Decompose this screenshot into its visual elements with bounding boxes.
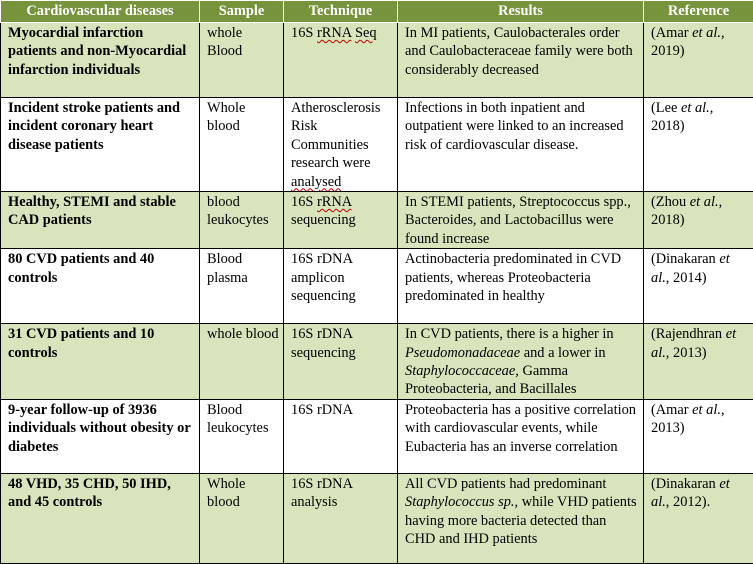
results-cell: Infections in both inpatient and outpatient were linked to an increased risk of cardiovascular disease. (398, 98, 644, 192)
technique-text: Seq (355, 25, 377, 41)
results-text: In CVD patients, there is a higher in (405, 326, 614, 342)
reference-cell (644, 324, 753, 400)
sample-cell: whole Blood (200, 23, 284, 98)
technique-text: 16S (291, 194, 317, 210)
ref-etal: et al. (651, 326, 736, 360)
results-cell (398, 324, 644, 400)
technique-cell (284, 192, 398, 249)
results-text: and a lower in (520, 345, 606, 361)
technique-text: 16S (291, 25, 317, 41)
table-row (1, 98, 753, 192)
disease-cell: 80 CVD patients and 40 controls (1, 249, 200, 324)
header-row (1, 1, 753, 23)
disease-cell: 9-year follow-up of 3936 individuals without obesity or diabetes (1, 399, 200, 473)
technique-cell (284, 23, 398, 98)
ref-year: , 2012). (666, 494, 710, 510)
reference-cell (644, 473, 753, 563)
ref-author: (Dinakaran (651, 251, 719, 267)
technique-text: rRNA (317, 25, 351, 41)
results-cell: In MI patients, Caulobacterales order and Caulobacteraceae family were both considerably decreased (398, 23, 644, 98)
sample-cell: Blood plasma (200, 249, 284, 324)
ref-author: (Rajendhran (651, 326, 726, 342)
disease-cell: 31 CVD patients and 10 controls (1, 324, 200, 400)
results-taxon: Pseudomonadaceae (405, 345, 520, 361)
technique-cell: 16S rDNA (284, 399, 398, 473)
ref-year: , 2019) (651, 25, 725, 59)
ref-author: (Amar (651, 402, 692, 418)
col-header-diseases: Cardiovascular diseases (1, 1, 200, 23)
sample-cell: Blood leukocytes (200, 399, 284, 473)
sample-cell: whole blood (200, 324, 284, 400)
ref-year: , 2013) (666, 345, 707, 361)
technique-cell: 16S rDNA analysis (284, 473, 398, 563)
table-row (1, 249, 753, 324)
ref-etal: et al. (692, 402, 721, 418)
ref-etal: et al. (690, 194, 719, 210)
disease-cell: Myocardial infarction patients and non-Myocardial infarction individuals (1, 23, 200, 98)
reference-cell (644, 249, 753, 324)
reference-cell (644, 23, 753, 98)
technique-text: Atherosclerosis Risk Communities research were (291, 100, 381, 171)
results-cell (398, 473, 644, 563)
results-cell: Actinobacteria predominated in CVD patients, whereas Proteobacteria predominated in healthy (398, 249, 644, 324)
results-taxon: Staphylococcaceae, (405, 363, 519, 379)
results-cell: Proteobacteria has a positive correlation with cardiovascular events, while Eubacteria has an inverse correlation (398, 399, 644, 473)
ref-year: , 2013) (651, 402, 725, 436)
sample-cell: blood leukocytes (200, 192, 284, 249)
ref-author: (Amar (651, 25, 692, 41)
ref-year: , 2018) (651, 100, 713, 134)
disease-cell: 48 VHD, 35 CHD, 50 IHD, and 45 controls (1, 473, 200, 563)
results-text: , while VHD patients having more bacteria detected than CHD and IHD patients (405, 494, 637, 547)
results-text: All CVD patients had predominant (405, 476, 606, 492)
technique-text: analysed (291, 174, 341, 190)
technique-text: rRNA (317, 194, 351, 210)
col-header-results: Results (398, 1, 644, 23)
reference-cell (644, 399, 753, 473)
ref-etal: et al. (651, 251, 730, 285)
table-row (1, 23, 753, 98)
results-taxon: Staphylococcus sp. (405, 494, 515, 510)
disease-cell: Incident stroke patients and incident coronary heart disease patients (1, 98, 200, 192)
reference-cell (644, 98, 753, 192)
technique-cell (284, 98, 398, 192)
technique-cell: 16S rDNA sequencing (284, 324, 398, 400)
technique-text: sequencing (291, 212, 356, 228)
results-cell: In STEMI patients, Streptococcus spp., Bacteroides, and Lactobacillus were found increase (398, 192, 644, 249)
ref-etal: et al. (651, 476, 730, 510)
ref-author: (Zhou (651, 194, 690, 210)
disease-cell: Healthy, STEMI and stable CAD patients (1, 192, 200, 249)
ref-author: (Lee (651, 100, 681, 116)
sample-cell: Whole blood (200, 473, 284, 563)
col-header-sample: Sample (200, 1, 284, 23)
ref-author: (Dinakaran (651, 476, 719, 492)
sample-cell: Whole blood (200, 98, 284, 192)
table-row (1, 399, 753, 473)
ref-etal: et al. (681, 100, 710, 116)
ref-year: , 2018) (651, 194, 722, 228)
results-text: Gamma Proteobacteria, and Bacillales (405, 363, 576, 397)
ref-etal: et al. (692, 25, 721, 41)
technique-cell: 16S rDNA amplicon sequencing (284, 249, 398, 324)
col-header-technique: Technique (284, 1, 398, 23)
reference-cell (644, 192, 753, 249)
table-row (1, 324, 753, 400)
ref-year: , 2014) (666, 270, 707, 286)
col-header-reference: Reference (644, 1, 753, 23)
table-row (1, 192, 753, 249)
table-row (1, 473, 753, 563)
